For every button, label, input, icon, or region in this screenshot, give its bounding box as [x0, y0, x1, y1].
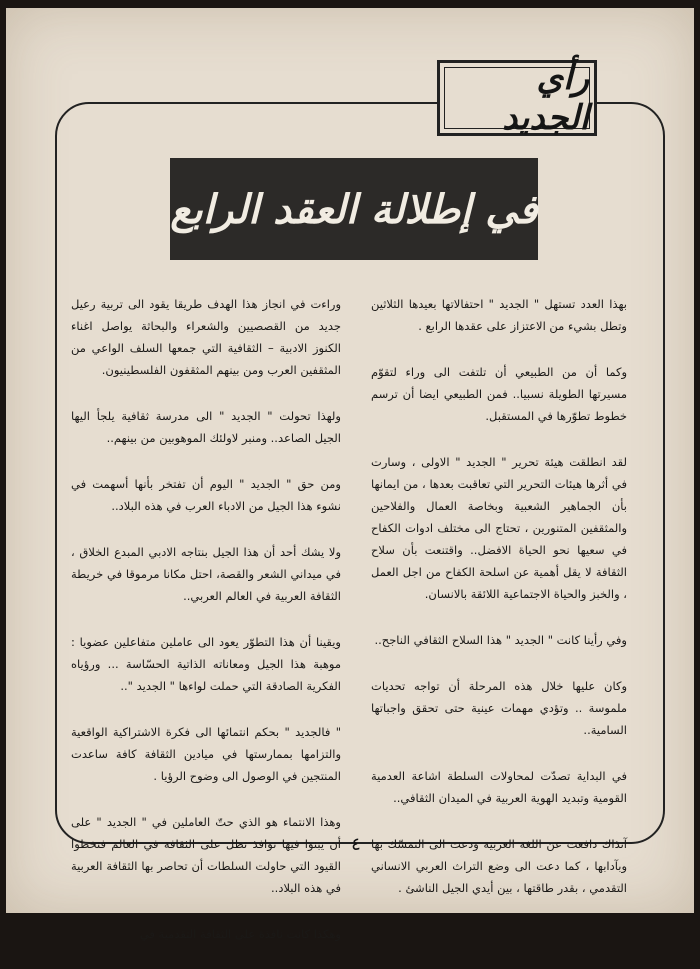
- page-number: ٤: [351, 834, 361, 855]
- right-column: [371, 293, 627, 923]
- masthead-box: [437, 60, 597, 136]
- paragraph: ولا يشك أحد أن هذا الجيل بنتاجه الادبي المبدع الخلاق ، في ميداني الشعر والقصة، احتل مكانا مرموقا في خريطة الثقافة العربية في العالم العربي..: [71, 545, 341, 603]
- paragraph: وهكذا كانت نافذة على الثقافة التقدمية في: [139, 927, 341, 941]
- paragraph: آنذاك دافعت عن اللغة العربية ودعت الى التمسّك بها وبآدابها ، كما دعت الى وضع التراث العربي الانساني التقدمي ، بقدر طاقتها ، بين أيدي الجيل الناشئ .: [371, 837, 627, 895]
- paragraph: ومن حق " الجديد " اليوم أن تفتخر بأنها أسهمت في نشوء هذا الجيل من الادباء العرب في هذه البلاد..: [71, 477, 341, 513]
- headline-banner: [170, 158, 538, 260]
- paragraph: لقد انطلقت هيئة تحرير " الجديد " الاولى ، وسارت في أثرها هيئات التحرير التي تعاقبت بعدها ، من ايمانها بأن الجماهير الشعبية وبخاصة العمال والفلاحين والمثقفين المتنورين ، تحتاج الى مختلف ادوات الكفاح في سعيها نحو الحياة الافضل.. واقتنعت بأن سلاح الثقافة لا يقل أهمية عن اسلحة الكفاح من اجل العمل ، والخبز والحياة الاجتماعية اللائقة بالانسان.: [371, 455, 627, 601]
- paragraph: ويقينا أن هذا التطوّر يعود الى عاملين متفاعلين عضويا : موهبة هذا الجيل ومعاناته الذاتية الحسّاسة ... ورؤياه الفكرية الصادقة التي حملت لواءها " الجديد "..: [71, 635, 341, 693]
- paragraph: بهذا العدد تستهل " الجديد " احتفالاتها بعيدها الثلاثين وتطل بشيء من الاعتزاز على عقدها الرابع .: [371, 297, 627, 333]
- paragraph: وراءت في انجاز هذا الهدف طريقا يقود الى تربية رعيل جديد من القصصيين والشعراء والبحاثة يواصل اغناء الكنوز الادبية – الثقافية التي جمعها السلف الواعي من المثقفين العرب ومن بينهم المثقفون الفلسطينيون.: [71, 297, 341, 377]
- headline-title: في إطلالة العقد الرابع: [170, 185, 538, 233]
- paragraph: وكان عليها خلال هذه المرحلة أن تواجه تحديات ملموسة .. وتؤدي مهمات عينية حتى تحقق واجباتها السامية..: [371, 679, 627, 737]
- masthead-title: رأي الجديد: [444, 67, 590, 129]
- left-column: [71, 293, 341, 969]
- paragraph: وفي رأينا كانت " الجديد " هذا السلاح الثقافي الناجح..: [374, 633, 627, 647]
- paragraph: ولهذا تحولت " الجديد " الى مدرسة ثقافية يلجأ اليها الجيل الصاعد.. ومنبر لاولئك الموهوبين من بينهم..: [71, 409, 341, 445]
- paragraph: " فالجديد " بحكم انتمائها الى فكرة الاشتراكية الواقعية والتزامها بممارستها في ميادين الثقافة كافة ساعدت المنتجين في الوصول الى وضوح الرؤيا .: [71, 725, 341, 783]
- paragraph: وكما أن من الطبيعي أن تلتفت الى وراء لتقوّم مسيرتها الطويلة نسبيا.. فمن الطبيعي ايضا أن ترسم خطوط تطوّرها في المستقبل.: [371, 365, 627, 423]
- magazine-page: [6, 8, 694, 941]
- paragraph: وهذا الانتماء هو الذي حتّ العاملين في " الجديد " على أن يبنوا فيها نوافذ تطل على الثقافة في العالم فتخطوا القيود التي حاولت السلطات أن تحاصر بها الثقافة العربية في هذه البلاد..: [71, 815, 341, 895]
- paragraph: في البداية تصدّت لمحاولات السلطة اشاعة العدمية القومية وتبديد الهوية العربية في الميدان الثقافي..: [371, 769, 627, 805]
